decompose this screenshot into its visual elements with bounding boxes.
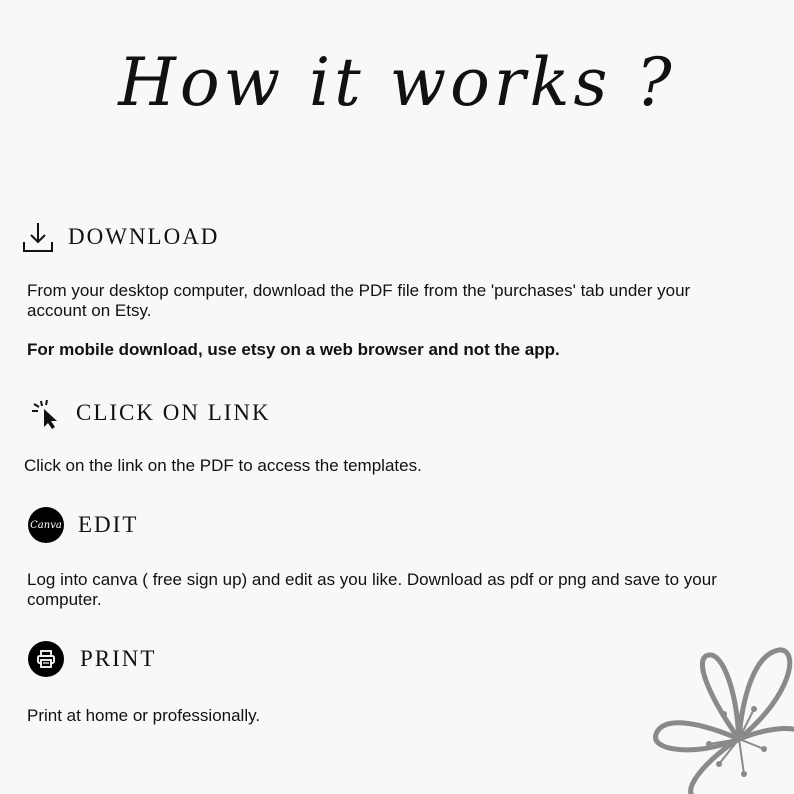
page-title: How it works ? <box>118 44 676 121</box>
section-click-text: Click on the link on the PDF to access the templates. <box>24 456 422 475</box>
section-download-text: From your desktop computer, download the PDF file from the 'purchases' tab under your account on Etsy. <box>27 281 691 320</box>
section-edit-text: Log into canva ( free sign up) and edit as you like. Download as pdf or png and save to your computer. <box>27 570 717 609</box>
section-heading: CLICK ON LINK <box>76 400 271 425</box>
flower-decoration-icon <box>644 644 794 794</box>
section-download-heading <box>22 220 219 254</box>
section-print-text: Print at home or professionally. <box>27 706 261 725</box>
click-cursor-icon <box>30 396 64 430</box>
printer-icon <box>28 641 64 677</box>
section-edit-heading <box>28 507 138 543</box>
section-heading: DOWNLOAD <box>68 224 220 249</box>
section-download-note: For mobile download, use etsy on a web browser and not the app. <box>27 340 560 359</box>
canva-logo-icon <box>28 507 64 543</box>
section-heading: PRINT <box>80 646 157 671</box>
section-print-heading <box>28 641 156 677</box>
section-heading: EDIT <box>78 512 139 537</box>
download-icon <box>22 220 54 254</box>
canva-logo-text: Canva <box>30 519 62 531</box>
section-click-heading <box>30 396 271 430</box>
